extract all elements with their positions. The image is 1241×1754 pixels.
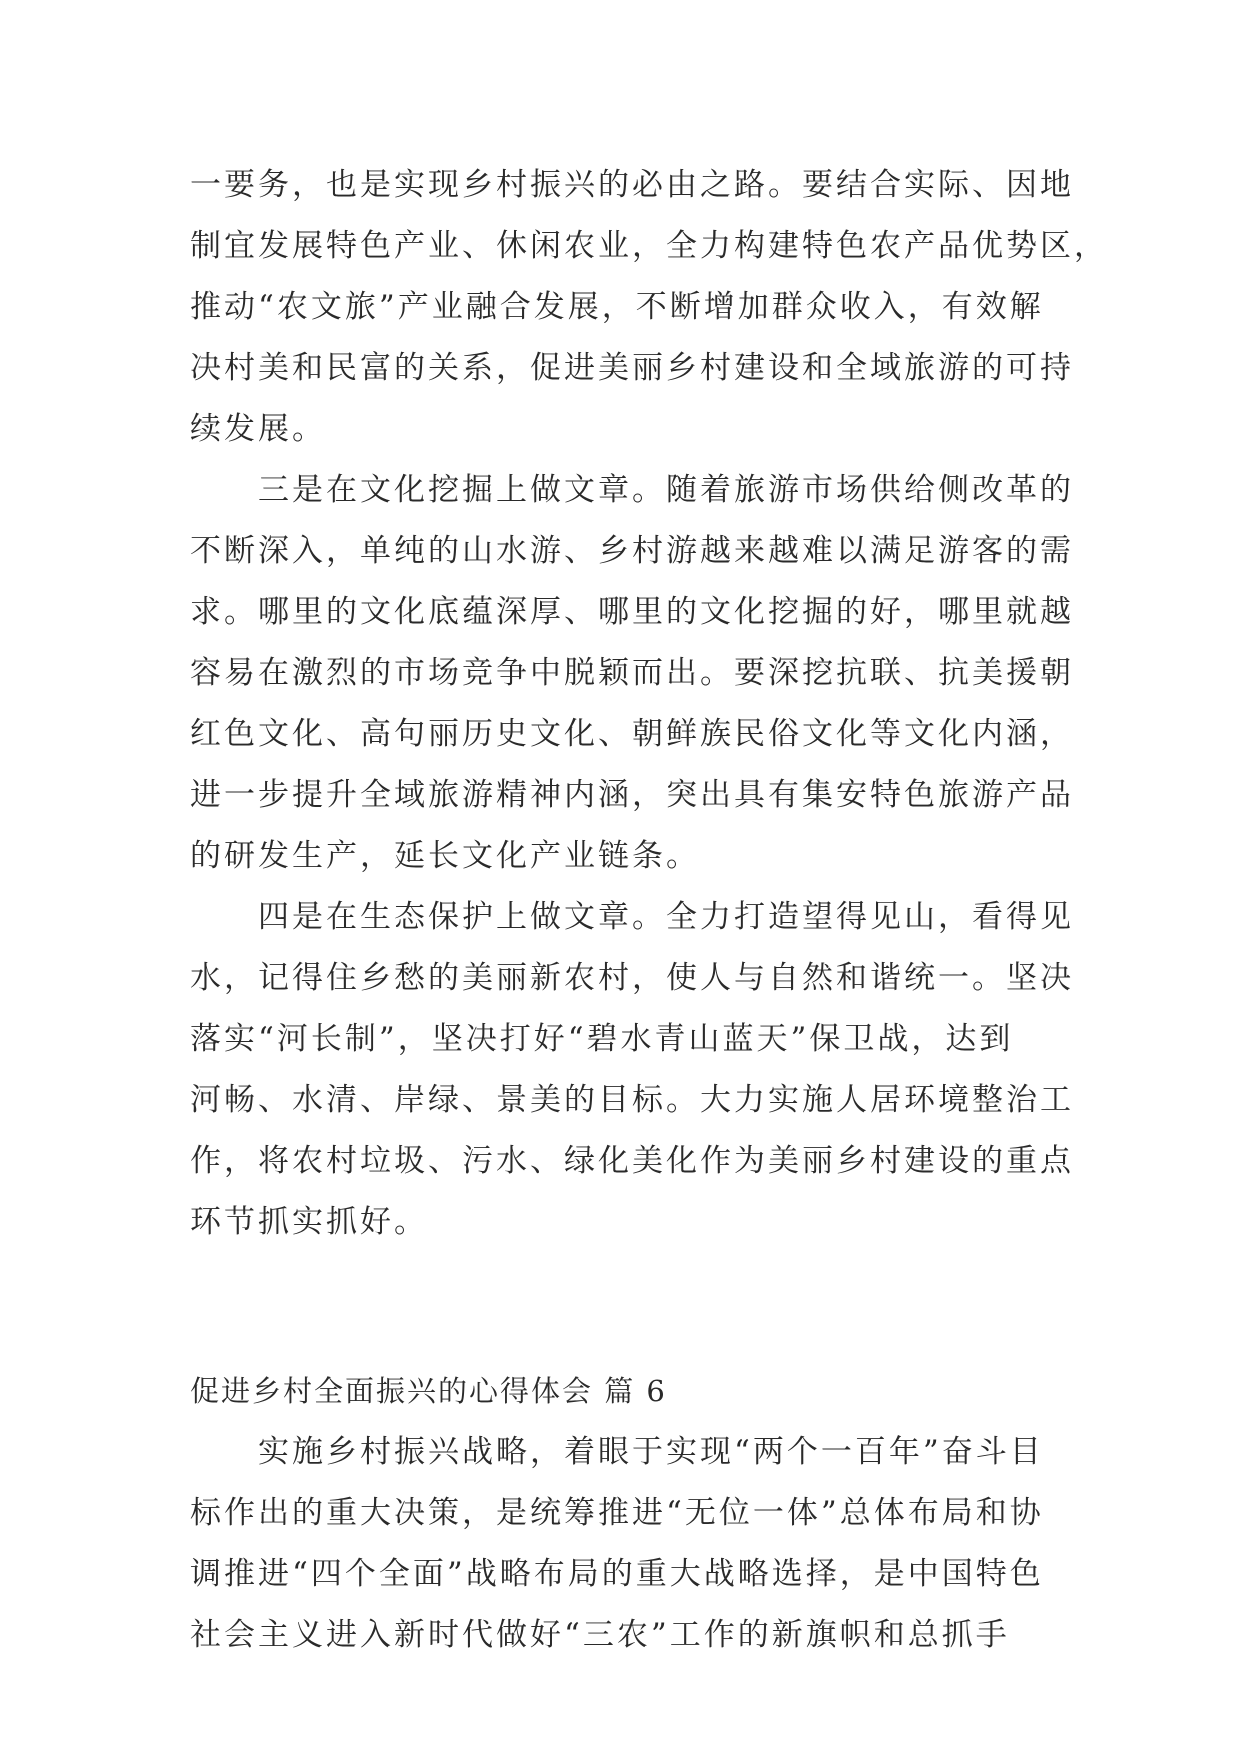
- text-line: 进一步提升全域旅游精神内涵，突出具有集安特色旅游产品: [190, 777, 1074, 813]
- text-line: 三是在文化挖掘上做文章。随着旅游市场供给侧改革的: [258, 472, 1074, 508]
- text-line: 续发展。: [190, 411, 326, 447]
- text-line: 决村美和民富的关系，促进美丽乡村建设和全域旅游的可持: [190, 350, 1074, 386]
- document-body: [190, 155, 1108, 1666]
- section-title: 促进乡村全面振兴的心得体会 篇 6: [190, 1374, 667, 1408]
- text-line: 作，将农村垃圾、污水、绿化美化作为美丽乡村建设的重点: [190, 1143, 1074, 1179]
- text-line: 水，记得住乡愁的美丽新农村，使人与自然和谐统一。坚决: [190, 960, 1074, 996]
- text-line: 制宜发展特色产业、休闲农业，全力构建特色农产品优势区，: [190, 228, 1108, 264]
- text-line: 实施乡村振兴战略，着眼于实现“两个一百年”奋斗目: [258, 1434, 1044, 1470]
- text-line: 调推进“四个全面”战略布局的重大战略选择，是中国特色: [190, 1556, 1044, 1592]
- paragraph-ecology: [190, 887, 1074, 1253]
- text-line: 四是在生态保护上做文章。全力打造望得见山，看得见: [258, 899, 1074, 935]
- text-line: 河畅、水清、岸绿、景美的目标。大力实施人居环境整治工: [190, 1082, 1074, 1118]
- section-gap: [190, 1253, 1070, 1361]
- text-line: 求。哪里的文化底蕴深厚、哪里的文化挖掘的好，哪里就越: [190, 594, 1074, 630]
- text-line: 红色文化、高句丽历史文化、朝鲜族民俗文化等文化内涵，: [190, 716, 1074, 752]
- text-line: 落实“河长制”，坚决打好“碧水青山蓝天”保卫战，达到: [190, 1021, 1014, 1057]
- text-line: 标作出的重大决策，是统筹推进“无位一体”总体布局和协: [190, 1495, 1044, 1531]
- text-line: 不断深入，单纯的山水游、乡村游越来越难以满足游客的需: [190, 533, 1074, 569]
- text-line: 社会主义进入新时代做好“三农”工作的新旗帜和总抓手: [190, 1617, 1010, 1653]
- paragraph-culture: [190, 460, 1074, 887]
- text-line: 推动“农文旅”产业融合发展，不断增加群众收入，有效解: [190, 289, 1044, 325]
- text-line: 的研发生产，延长文化产业链条。: [190, 838, 700, 874]
- text-line: 环节抓实抓好。: [190, 1204, 428, 1240]
- text-line: 容易在激烈的市场竞争中脱颖而出。要深挖抗联、抗美援朝: [190, 655, 1074, 691]
- paragraph-strategy: [190, 1422, 1070, 1666]
- paragraph-continuation: [190, 155, 1108, 460]
- text-line: 一要务，也是实现乡村振兴的必由之路。要结合实际、因地: [190, 167, 1074, 203]
